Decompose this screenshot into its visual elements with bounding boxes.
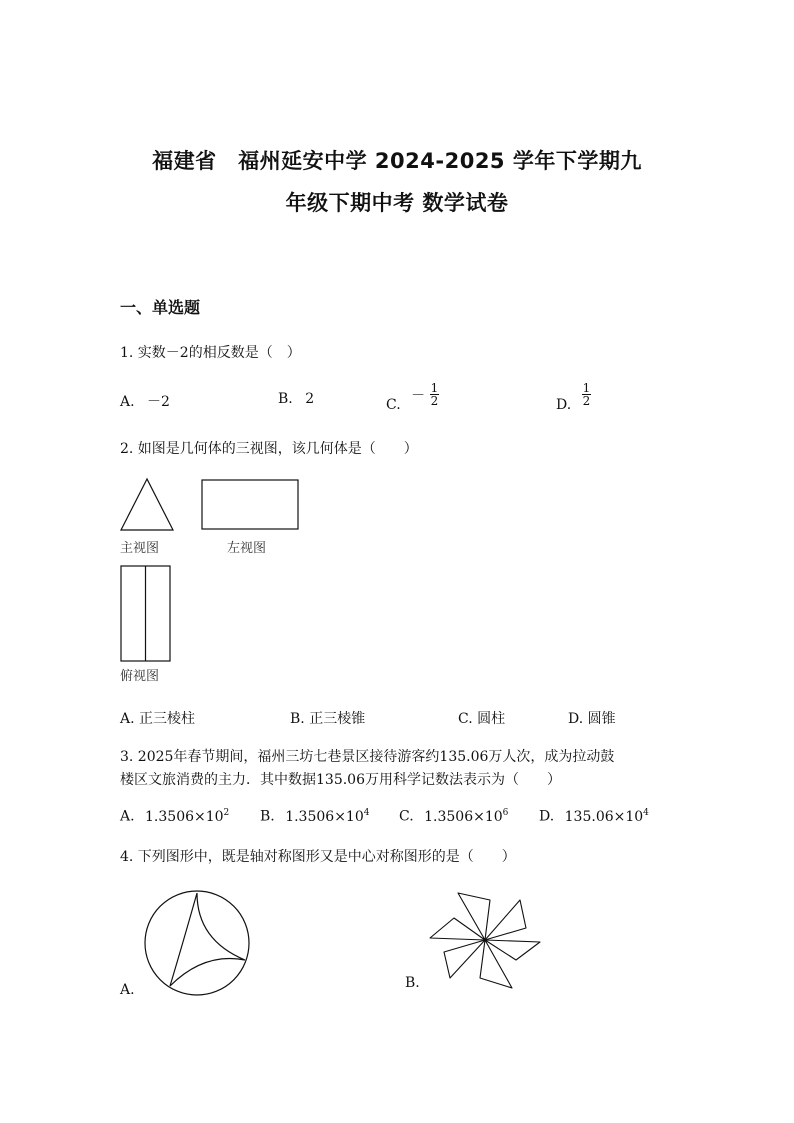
- q3-option-b-label: B.: [260, 808, 275, 825]
- q3-option-d-exponent: 4: [643, 808, 649, 818]
- caption-left-view: 左视图: [227, 541, 267, 556]
- q3-option-b: [260, 808, 369, 825]
- q3-option-d-base: 135.06×10: [564, 808, 644, 825]
- q1-option-a: [120, 391, 170, 411]
- q3-option-b-exponent: 4: [363, 808, 370, 818]
- q3-option-c: [399, 808, 508, 825]
- q3-option-c-exponent: 6: [502, 808, 509, 818]
- q2-option-a: A. 正三棱柱: [120, 711, 196, 727]
- q1-option-b-label: B.: [278, 391, 293, 407]
- q2-option-c: C. 圆柱: [458, 711, 506, 727]
- q1-option-d-numerator: 1: [582, 381, 591, 395]
- q3-option-c-label: C.: [399, 808, 414, 825]
- q3-option-a-label: A.: [120, 808, 135, 825]
- q1-option-c: [386, 381, 439, 413]
- q4-figure-b-pinwheel: [428, 890, 543, 992]
- q1-option-c-numerator: 1: [430, 381, 439, 395]
- top-view-rectangles: [119, 564, 173, 664]
- q3-option-d-label: D.: [539, 808, 555, 825]
- q3-stem-line1: 3. 2025年春节期间，福州三坊七巷景区接待游客约135.06万人次，成为拉动鼓: [120, 749, 615, 765]
- q3-option-b-base: 1.3506×10: [285, 808, 364, 825]
- q1-option-d-fraction: [582, 382, 592, 407]
- caption-front-view: 主视图: [120, 541, 160, 556]
- q4-stem: 4. 下列图形中，既是轴对称图形又是中心对称图形的是（ ）: [120, 849, 516, 865]
- q4-figure-a-circle-curved-triangle: [142, 890, 252, 998]
- q1-option-d: [556, 381, 591, 413]
- q1-option-c-sign: －: [411, 387, 426, 404]
- q3-option-a: [120, 808, 229, 825]
- q3-option-a-exponent: 2: [223, 808, 230, 818]
- section-title: 一、单选题: [120, 298, 201, 317]
- q1-stem: 1. 实数－2的相反数是（ ）: [120, 345, 301, 361]
- q1-option-a-label: A.: [120, 394, 135, 410]
- q3-option-d: [539, 808, 649, 825]
- q2-option-d: D. 圆锥: [568, 711, 616, 727]
- q1-option-c-label: C.: [386, 396, 401, 413]
- q1-option-d-label: D.: [556, 396, 572, 413]
- q4-option-a-label: A.: [120, 982, 135, 998]
- q1-option-c-denominator: 2: [430, 394, 439, 408]
- q1-option-b: [278, 391, 314, 407]
- q1-option-c-fraction: [430, 382, 440, 407]
- q1-option-a-value: －2: [147, 394, 170, 410]
- left-view-rectangle: [200, 478, 302, 532]
- q1-option-d-denominator: 2: [582, 394, 591, 408]
- caption-top-view: 俯视图: [120, 669, 160, 684]
- q2-stem: 2. 如图是几何体的三视图，该几何体是（ ）: [120, 441, 418, 457]
- q3-option-a-base: 1.3506×10: [145, 808, 224, 825]
- q4-option-b-label: B.: [405, 975, 420, 991]
- front-view-triangle: [118, 476, 178, 534]
- exam-title-line2: 年级下期中考 数学试卷: [285, 191, 509, 215]
- q3-stem-line2: 楼区文旅消费的主力．其中数据135.06万用科学记数法表示为（ ）: [120, 772, 561, 788]
- q2-option-b: B. 正三棱锥: [290, 711, 366, 727]
- q3-option-c-base: 1.3506×10: [424, 808, 503, 825]
- q1-option-b-value: 2: [305, 391, 315, 407]
- exam-title-line1: 福建省 福州延安中学 2024-2025 学年下学期九: [152, 149, 642, 173]
